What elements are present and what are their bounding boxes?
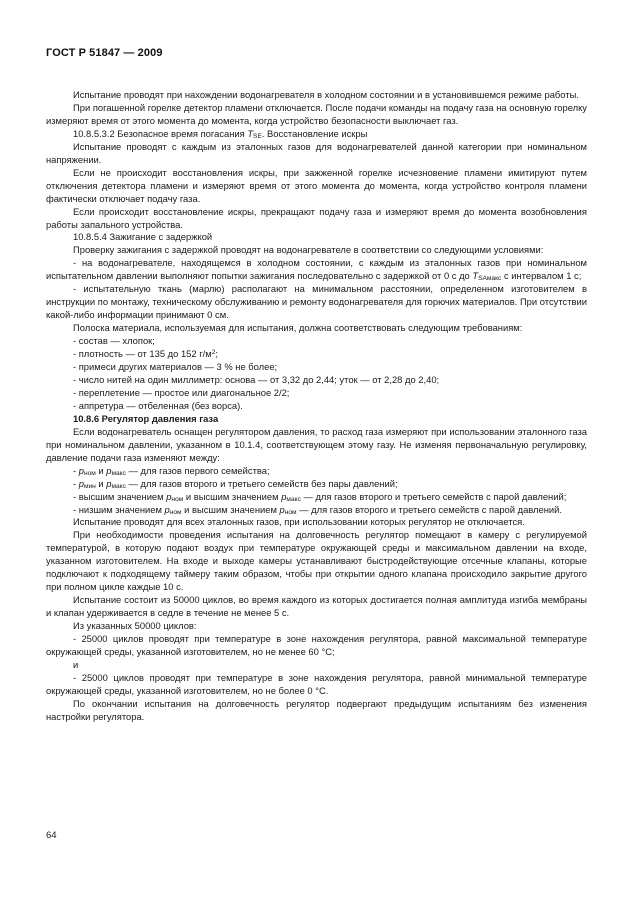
paragraph: и — [73, 658, 79, 670]
paragraph: Из указанных 50000 циклов: — [73, 620, 197, 632]
page-number: 64 — [46, 830, 57, 841]
paragraph: При необходимости проведения испытания на долговечность регулятор помещают в камеру с регулируемой температурой, в которую подают воздух при температуре окружающей среды и максимальном давлении на входе, указанном изготовителем. На входе и выходе камеры устанавливают быстродействующие отсечные клапаны, которые подключают к подходящему таймеру таким образом, чтобы при открытии одного клапана происходило закрытие другого при полном цикле каждые 10 с. — [46, 529, 587, 593]
list-item: - pном и pмакс — для газов первого семейства; — [73, 464, 270, 477]
paragraph: Полоска материала, используемая для испытания, должна соответствовать следующим требованиям: — [73, 322, 523, 334]
list-item: - переплетение — простое или диагональное 2/2; — [73, 386, 290, 398]
paragraph: Если происходит восстановление искры, прекращают подачу газа и измеряют время до момента возобновления работы запального устройства. — [46, 205, 587, 230]
list-item: - 25000 циклов проводят при температуре в зоне нахождения регулятора, равной минимальной температуре окружающей среды, указанной изготовителем, но не более 0 °С. — [46, 671, 587, 696]
paragraph: Испытание проводят с каждым из эталонных газов для водонагревателей данной категории при номинальном напряжении. — [46, 140, 587, 165]
paragraph: Испытание состоит из 50000 циклов, во время каждого из которых достигается полная амплитуда изгиба мембраны и клапан удерживается в седле в течение не менее 5 с. — [46, 594, 587, 619]
list-item: - низшим значением pном и высшим значением pном — для газов второго и третьего семейств с парой давлений. — [73, 503, 562, 516]
section-heading: 10.8.5.4 Зажигание с задержкой — [73, 231, 213, 243]
section-heading-bold: 10.8.6 Регулятор давления газа — [73, 412, 219, 424]
list-item: - примеси других материалов — 3 % не более; — [73, 361, 278, 373]
paragraph: По окончании испытания на долговечность регулятор подвергают предыдущим испытаниям без изменения настройки регулятора. — [46, 697, 587, 722]
list-item: - плотность — от 135 до 152 $г/м^2$; — [73, 348, 218, 360]
page-header: ГОСТ Р 51847 — 2009 — [46, 47, 163, 59]
paragraph: Испытание проводят для всех эталонных газов, при использовании которых регулятор не отключается. — [73, 516, 525, 528]
section-heading: 10.8.5.3.2 Безопасное время погасания TSE. Восстановление искры — [73, 127, 368, 140]
paragraph: Проверку зажигания с задержкой проводят на водонагревателе в соответствии со следующими условиями: — [73, 244, 544, 256]
paragraph: При погашенной горелке детектор пламени отключается. После подачи команды на подачу газа на основную горелку измеряют время от этого момента до момента, когда устройство безопасности выключает газ. — [46, 101, 587, 126]
paragraph: Если водонагреватель оснащен регулятором давления, то расход газа измеряют при использовании эталонного газа при номинальном давлении, указанном в 10.1.4, соответствующем этому газу. Не изменяя первоначальную регулировку, давление подачи газа изменяют между: — [46, 425, 587, 463]
paragraph: Если не происходит восстановления искры, при зажженной горелке исчезновение пламени имитируют путем отключения детектора пламени и измеряют время от этого момента до момента, когда устройство контроля пламени фактически отключает подачу газа. — [46, 166, 587, 204]
list-item: - высшим значением pном и высшим значением pмакс — для газов второго и третьего семейств с парой давлений; — [73, 490, 567, 503]
paragraph: Испытание проводят при нахождении водонагревателя в холодном состоянии и в установившемся режиме работы. — [73, 89, 579, 100]
list-item: - испытательную ткань (марлю) располагают на минимальном расстоянии, определенном изготовителем в инструкции по монтажу, техническому обслуживанию и ремонту водонагревателя для горючих материалов. При отсутствии какой-либо информации принимают 0 см. — [46, 283, 587, 321]
list-item: - состав — хлопок; — [73, 335, 155, 347]
list-item: - pмин и pмакс — для газов второго и третьего семейств без пары давлений; — [73, 477, 398, 490]
list-item: - число нитей на один миллиметр: основа — от 3,32 до 2,44; уток — от 2,28 до 2,40; — [73, 373, 440, 385]
list-item: - аппретура — отбеленная (без ворса). — [73, 399, 243, 411]
list-item: - 25000 циклов проводят при температуре в зоне нахождения регулятора, равной максимальной температуре окружающей среды, указанной изготовителем, но не менее 60 °С; — [46, 633, 587, 657]
list-item: - на водонагревателе, находящемся в холодном состоянии, с каждым из эталонных газов при номинальном испытательном давлении выполняют попытки зажигания последовательно с задержкой от 0 с до TSAмакс с интервалом 1 с; — [46, 257, 587, 283]
body-text — [46, 89, 587, 724]
